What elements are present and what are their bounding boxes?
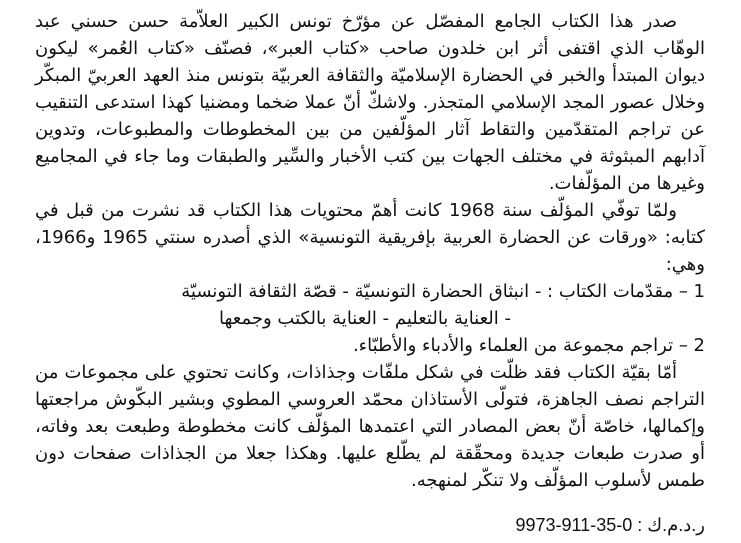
paragraph-introduction: صدر هذا الكتاب الجامع المفصّل عن مؤرّخ تونس الكبير العلاّمة حسن حسني عبد الوهّاب الذي اقتفى أثر ابن خلدون صاحب «كتاب العبر»، فصنّف «كتاب العُمر» ليكون ديوان المبتدأ والخبر في الحضارة الإسلاميّة والثقافة العربيّة بتونس منذ العهد العربيّ المبكّر وخلال عصور المجد الإسلامي المتجذر. ولاشكّ أنّ عملا ضخما ومضنيا كهذا استدعى التنقيب عن تراجم المتقدّمين والتقاط آثار المؤلّفين من بين المخطوطات والمطبوعات، وتدوين آدابهم المبثوثة في مختلف الجهات بين كتب الأخبار والسِّير والطبقات وما جاء في المجاميع وغيرها من المؤلّفات. bbox=[35, 11, 705, 194]
list-item-introductions-continued: - العناية بالتعليم - العناية بالكتب وجمعها bbox=[219, 308, 511, 329]
paragraph-publication-history: ولمّا توفّي المؤلّف سنة 1968 كانت أهمّ محتويات هذا الكتاب قد نشرت من قبل في كتابه: «ورقات عن الحضارة العربية بإفريقية التونسية» الذي أصدره سنتي 1965 و1966، وهي: bbox=[35, 200, 705, 275]
isbn-line: ر.د.م.ك : 0-35-911-9973 bbox=[515, 515, 705, 535]
paragraph-completion: أمّا بقيّة الكتاب فقد ظلّت في شكل ملفّات وجذاذات، وكانت تحتوي على مجموعات من التراجم نصف الجاهزة، فتولّى الأستاذان محمّد العروسي المطوي وبشير البكّوش مراجعتها وإكمالها، خاصّة أنّ بعض المصادر التي اعتمدها المؤلّف كانت مخطوطة وطبعت بعد وفاته، أو صدرت طبعات جديدة ومحقّقة لم يطّلع عليها. وهكذا جعلا من الجذاذات صفحات دون طمس لأسلوب المؤلّف ولا تنكّر لمنهجه. bbox=[35, 362, 705, 491]
list-item-biographies: 2 – تراجم مجموعة من العلماء والأدباء والأطبّاء. bbox=[352, 335, 705, 356]
list-item-introductions: 1 – مقدّمات الكتاب : - انبثاق الحضارة التونسيّة - قصّة الثقافة التونسيّة bbox=[181, 281, 705, 302]
